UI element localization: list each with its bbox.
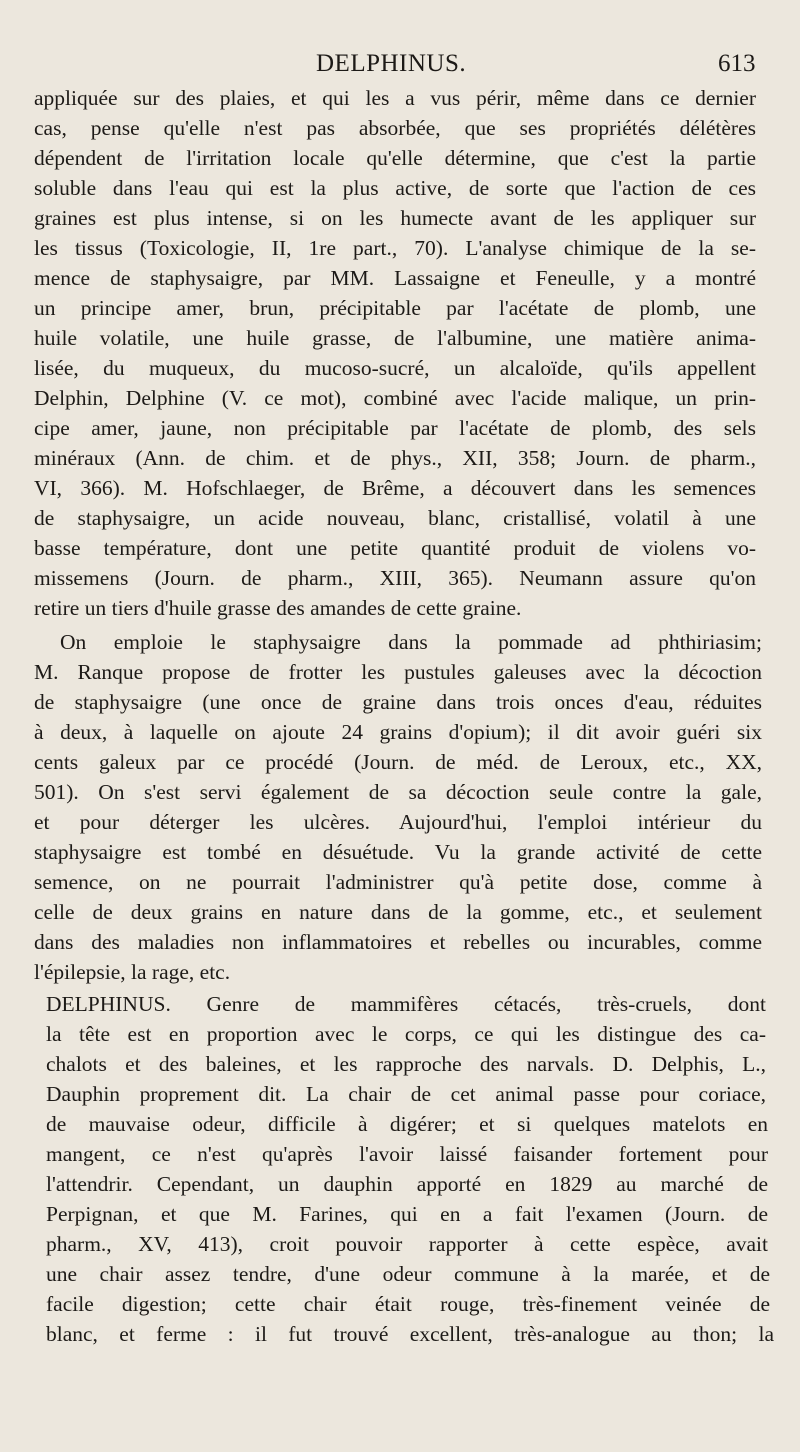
text-line: dans des maladies non inflammatoires et rebelles ou incurables, comme (34, 930, 762, 954)
text-line: graines est plus intense, si on les humecte avant de les appliquer sur (34, 206, 756, 230)
text-line: semence, on ne pourrait l'administrer qu'à petite dose, comme à (34, 870, 762, 894)
text-line: blanc, et ferme : il fut trouvé excellent, très-analogue au thon; la (46, 1322, 774, 1346)
text-line: basse température, dont une petite quantité produit de violens vo- (34, 536, 756, 560)
text-line: mangent, ce n'est qu'après l'avoir laissé faisander fortement pour (46, 1142, 768, 1166)
text-line: l'épilepsie, la rage, etc. (34, 960, 231, 984)
text-line: DELPHINUS. Genre de mammifères cétacés, très-cruels, dont (46, 992, 766, 1016)
text-line: 501). On s'est servi également de sa décoction seule contre la gale, (34, 780, 762, 804)
text-line: appliquée sur des plaies, et qui les a vus périr, même dans ce dernier (34, 86, 756, 110)
page-number: 613 (718, 50, 756, 77)
text-line: dépendent de l'irritation locale qu'elle détermine, que c'est la partie (34, 146, 756, 170)
text-line: une chair assez tendre, d'une odeur commune à la marée, et de (46, 1262, 770, 1286)
text-line: la tête est en proportion avec le corps, ce qui les distingue des ca- (46, 1022, 766, 1046)
text-line: de staphysaigre, un acide nouveau, blanc, cristallisé, volatil à une (34, 506, 756, 530)
text-line: huile volatile, une huile grasse, de l'albumine, une matière anima- (34, 326, 756, 350)
text-line: à deux, à laquelle on ajoute 24 grains d'opium); il dit avoir guéri six (34, 720, 762, 744)
text-line: Delphin, Delphine (V. ce mot), combiné avec l'acide malique, un prin- (34, 386, 756, 410)
running-title: DELPHINUS. (316, 50, 467, 77)
text-line: lisée, du muqueux, du mucoso-sucré, un alcaloïde, qu'ils appellent (34, 356, 756, 380)
text-line: minéraux (Ann. de chim. et de phys., XII, 358; Journ. de pharm., (34, 446, 756, 470)
text-line: retire un tiers d'huile grasse des amandes de cette graine. (34, 596, 522, 620)
text-line: un principe amer, brun, précipitable par l'acétate de plomb, une (34, 296, 756, 320)
text-line: chalots et des baleines, et les rapproche des narvals. D. Delphis, L., (46, 1052, 766, 1076)
text-line: cents galeux par ce procédé (Journ. de méd. de Leroux, etc., XX, (34, 750, 762, 774)
text-line: soluble dans l'eau qui est la plus active, de sorte que l'action de ces (34, 176, 756, 200)
text-line: Dauphin proprement dit. La chair de cet animal passe pour coriace, (46, 1082, 766, 1106)
text-line: l'attendrir. Cependant, un dauphin apporté en 1829 au marché de (46, 1172, 768, 1196)
text-line: de staphysaigre (une once de graine dans trois onces d'eau, réduites (34, 690, 762, 714)
text-line: celle de deux grains en nature dans de la gomme, etc., et seulement (34, 900, 762, 924)
text-line: M. Ranque propose de frotter les pustules galeuses avec la décoction (34, 660, 762, 684)
running-head (0, 44, 800, 84)
text-line: cipe amer, jaune, non précipitable par l'acétate de plomb, des sels (34, 416, 756, 440)
text-line: de mauvaise odeur, difficile à digérer; et si quelques matelots en (46, 1112, 768, 1136)
text-line: On emploie le staphysaigre dans la pommade ad phthiriasim; (60, 630, 762, 654)
text-line: VI, 366). M. Hofschlaeger, de Brême, a découvert dans les semences (34, 476, 756, 500)
text-line: pharm., XV, 413), croit pouvoir rapporter à cette espèce, avait (46, 1232, 768, 1256)
text-line: cas, pense qu'elle n'est pas absorbée, que ses propriétés délétères (34, 116, 756, 140)
text-line: facile digestion; cette chair était rouge, très-finement veinée de (46, 1292, 770, 1316)
text-line: mence de staphysaigre, par MM. Lassaigne et Feneulle, y a montré (34, 266, 756, 290)
text-line: missemens (Journ. de pharm., XIII, 365). Neumann assure qu'on (34, 566, 756, 590)
text-line: et pour déterger les ulcères. Aujourd'hui, l'emploi intérieur du (34, 810, 762, 834)
text-line: les tissus (Toxicologie, II, 1re part., 70). L'analyse chimique de la se- (34, 236, 756, 260)
text-line: Perpignan, et que M. Farines, qui en a fait l'examen (Journ. de (46, 1202, 768, 1226)
text-line: staphysaigre est tombé en désuétude. Vu la grande activité de cette (34, 840, 762, 864)
